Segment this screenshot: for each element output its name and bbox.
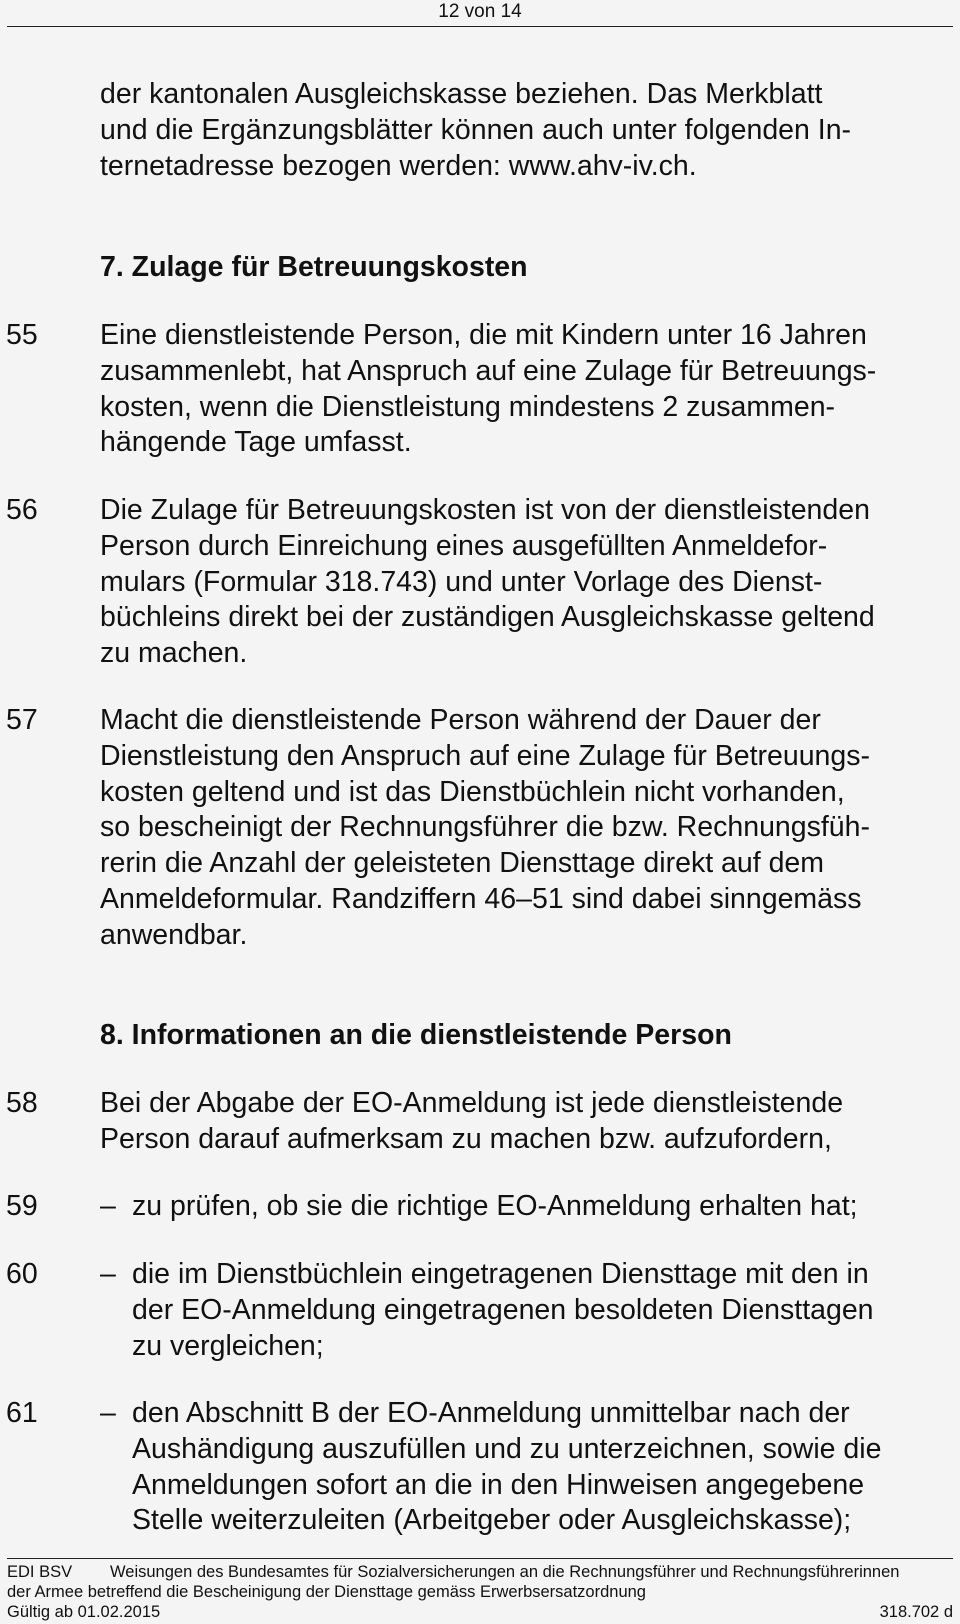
text-line: Dienstleistung den Anspruch auf eine Zulage für Betreuungs- [100, 739, 870, 772]
text-line: zusammenlebt, hat Anspruch auf eine Zulage für Betreuungs- [100, 354, 877, 387]
margin-number: 61 [6, 1397, 38, 1429]
text-line: kosten, wenn die Dienstleistung mindestens 2 zusammen- [100, 390, 836, 423]
footer-title-line-2: der Armee betreffend die Bescheinigung der Diensttage gemäss Erwerbsersatzordnung [7, 1583, 646, 1601]
page-number: 12 von 14 [438, 1, 522, 22]
text-line: der kantonalen Ausgleichskasse beziehen. Das Merkblatt [100, 78, 823, 110]
text-line: so bescheinigt der Rechnungsführer die bzw. Rechnungsfüh- [100, 811, 870, 844]
margin-number: 59 [6, 1190, 38, 1222]
dash-bullet: – [100, 1397, 116, 1429]
text-line: ternetadresse bezogen werden: www.ahv-iv.ch. [100, 149, 697, 182]
margin-number: 58 [6, 1087, 38, 1119]
text-line: Die Zulage für Betreuungskosten ist von der dienstleistenden [100, 494, 870, 526]
paragraph-text [100, 1086, 952, 1158]
text-line: den Abschnitt B der EO-Anmeldung unmittelbar nach der [132, 1397, 850, 1429]
margin-number: 60 [6, 1258, 38, 1290]
dash-bullet: – [100, 1190, 116, 1222]
section-heading-8: 8. Informationen an die dienstleistende Person [100, 1019, 732, 1051]
text-line: mulars (Formular 318.743) und unter Vorlage des Dienst- [100, 565, 823, 598]
margin-number: 55 [6, 319, 38, 351]
section-heading-7: 7. Zulage für Betreuungskosten [100, 251, 528, 283]
text-line: rerin die Anzahl der geleisteten Diensttage direkt auf dem [100, 847, 825, 880]
margin-number: 56 [6, 494, 38, 526]
footer-title-line-1: Weisungen des Bundesamtes für Sozialversicherungen an die Rechnungsführer und Rechnungsführerinnen [110, 1563, 900, 1581]
paragraph-text [132, 1189, 952, 1225]
text-line: zu prüfen, ob sie die richtige EO-Anmeldung erhalten hat; [132, 1190, 858, 1222]
text-line: kosten geltend und ist das Dienstbüchlein nicht vorhanden, [100, 775, 845, 808]
text-line: Anmeldungen sofort an die in den Hinweisen angegebene [132, 1468, 865, 1501]
margin-number: 57 [6, 704, 38, 736]
paragraph-text [100, 493, 952, 672]
dash-bullet: – [100, 1258, 116, 1290]
page-footer [0, 1558, 960, 1624]
footer-valid-from: Gültig ab 01.02.2015 [7, 1603, 161, 1621]
text-line: Aushändigung auszufüllen und zu unterzeichnen, sowie die [132, 1432, 882, 1465]
paragraph-text [100, 318, 952, 461]
text-line: Macht die dienstleistende Person während der Dauer der [100, 704, 821, 736]
text-line: Person darauf aufmerksam zu machen bzw. aufzufordern, [100, 1122, 832, 1155]
page-header [0, 0, 960, 24]
text-line: und die Ergänzungsblätter können auch unter folgenden In- [100, 113, 852, 146]
paragraph-text [100, 703, 952, 954]
text-line: Eine dienstleistende Person, die mit Kindern unter 16 Jahren [100, 319, 867, 351]
header-divider [7, 26, 953, 27]
footer-document-code: 318.702 d [879, 1603, 953, 1621]
text-line: zu vergleichen; [132, 1329, 324, 1362]
paragraph-text [132, 1396, 952, 1539]
footer-divider [7, 1558, 953, 1559]
text-line: Stelle weiterzuleiten (Arbeitgeber oder Ausgleichskasse); [132, 1504, 852, 1537]
text-line: Anmeldeformular. Randziffern 46–51 sind dabei sinngemäss [100, 882, 862, 915]
text-line: büchleins direkt bei der zuständigen Ausgleichskasse geltend [100, 601, 875, 634]
text-line: Bei der Abgabe der EO-Anmeldung ist jede dienstleistende [100, 1087, 844, 1119]
text-line: anwendbar. [100, 918, 248, 951]
text-line: hängende Tage umfasst. [100, 426, 412, 459]
text-line: zu machen. [100, 637, 248, 670]
text-line: Person durch Einreichung eines ausgefüllten Anmeldefor- [100, 529, 828, 562]
text-line: die im Dienstbüchlein eingetragenen Diensttage mit den in [132, 1258, 869, 1290]
text-line: der EO-Anmeldung eingetragenen besoldeten Diensttagen [132, 1293, 874, 1326]
paragraph-text [100, 77, 952, 184]
footer-organization: EDI BSV [7, 1563, 73, 1581]
paragraph-text [132, 1257, 952, 1364]
